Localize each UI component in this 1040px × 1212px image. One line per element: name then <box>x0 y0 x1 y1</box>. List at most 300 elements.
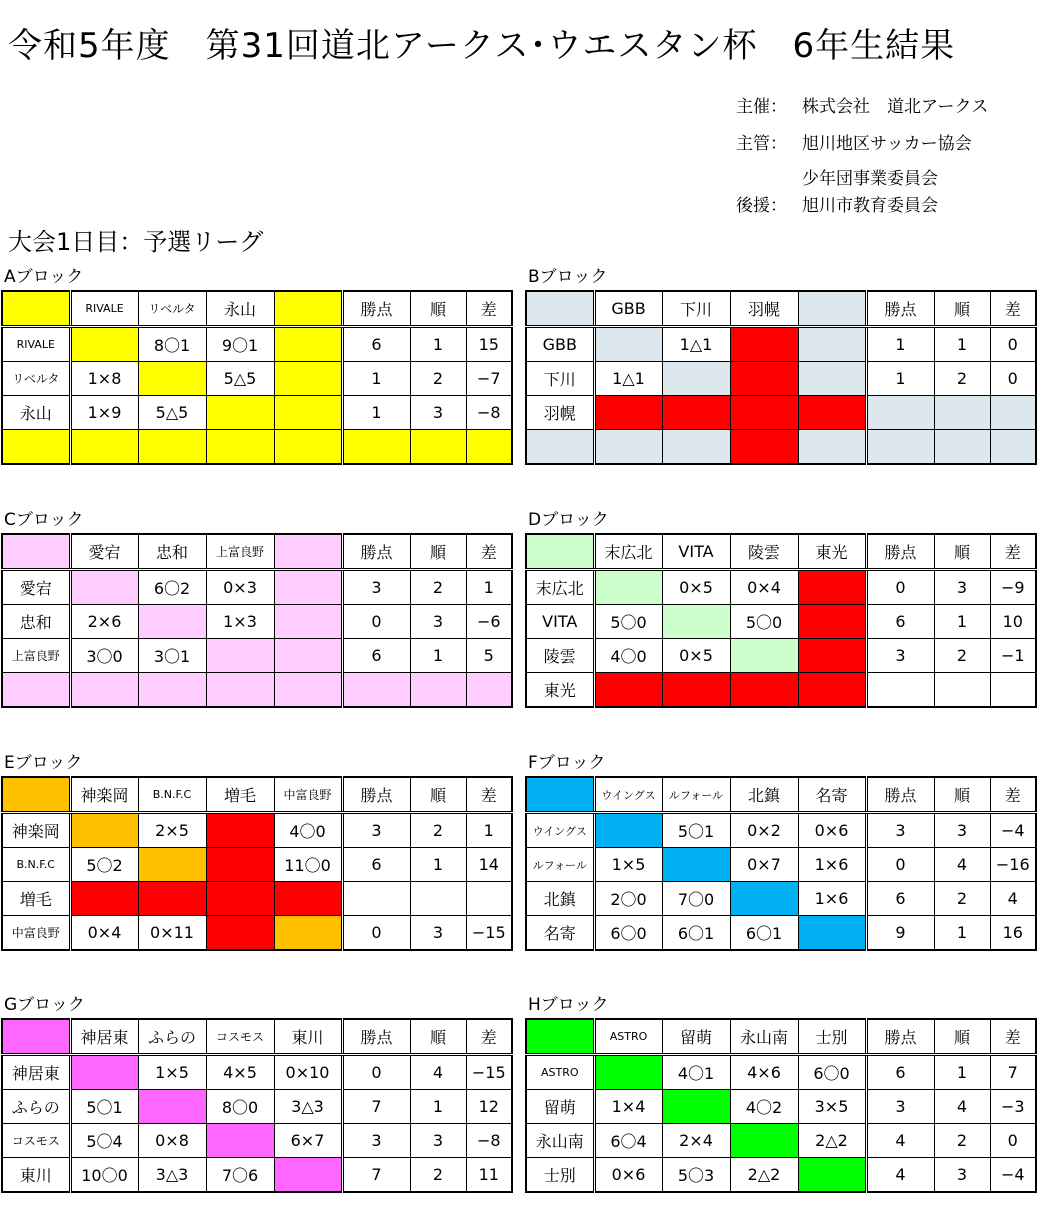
day-label: 大会1日目：予選リーグ <box>8 228 264 256</box>
score-cell: 3△3 <box>274 1090 342 1124</box>
points-cell: 3 <box>866 1090 934 1124</box>
team-header: 神居東 <box>70 1019 138 1055</box>
team-header: GBB <box>594 291 662 327</box>
score-cell <box>206 639 274 673</box>
points-cell: 0 <box>342 916 410 951</box>
score-cell <box>798 430 866 465</box>
row-team-name: VITA <box>526 605 594 639</box>
score-cell <box>206 396 274 430</box>
score-cell <box>798 396 866 430</box>
points-header: 勝点 <box>342 777 410 813</box>
diff-cell: −3 <box>990 1090 1036 1124</box>
points-cell: 1 <box>342 362 410 396</box>
table-row <box>526 1055 1036 1090</box>
points-cell: 6 <box>866 605 934 639</box>
score-cell: 11〇0 <box>274 848 342 882</box>
corner-cell <box>526 534 594 570</box>
score-cell <box>70 570 138 605</box>
points-cell <box>866 430 934 465</box>
score-cell <box>730 327 798 362</box>
points-cell: 4 <box>866 1124 934 1158</box>
rank-cell: 4 <box>934 848 990 882</box>
score-cell: 5〇1 <box>70 1090 138 1124</box>
score-cell <box>274 673 342 708</box>
points-header: 勝点 <box>866 777 934 813</box>
team-header: 陵雲 <box>730 534 798 570</box>
score-cell: 2△2 <box>730 1158 798 1193</box>
score-cell: 0×4 <box>730 570 798 605</box>
score-cell <box>798 1158 866 1193</box>
score-cell <box>274 639 342 673</box>
row-team-name: B.N.F.C <box>2 848 70 882</box>
points-cell: 6 <box>342 327 410 362</box>
score-cell <box>274 396 342 430</box>
team-header: 東川 <box>274 1019 342 1055</box>
score-cell: 8〇0 <box>206 1090 274 1124</box>
team-header: 名寄 <box>798 777 866 813</box>
rank-cell: 1 <box>934 327 990 362</box>
score-cell <box>70 882 138 916</box>
league-table <box>1 776 513 951</box>
team-header: RIVALE <box>70 291 138 327</box>
score-cell <box>274 362 342 396</box>
team-header: 愛宕 <box>70 534 138 570</box>
sponsor-value: 株式会社 道北アークス <box>802 97 989 117</box>
block-label: Bブロック <box>528 267 608 287</box>
table-row <box>526 1158 1036 1193</box>
rank-cell: 2 <box>934 1124 990 1158</box>
diff-cell: −6 <box>466 605 512 639</box>
table-row <box>2 1158 512 1193</box>
league-table <box>1 533 513 708</box>
score-cell: 6×7 <box>274 1124 342 1158</box>
team-header <box>274 291 342 327</box>
score-cell <box>798 673 866 708</box>
score-cell: 1×6 <box>798 848 866 882</box>
score-cell: 6〇1 <box>730 916 798 951</box>
score-cell <box>798 570 866 605</box>
score-cell <box>274 882 342 916</box>
block-label: Dブロック <box>528 510 609 530</box>
score-cell <box>138 882 206 916</box>
table-row <box>2 362 512 396</box>
sponsor-support <box>736 191 938 216</box>
league-table <box>525 776 1037 951</box>
league-table <box>525 290 1037 465</box>
score-cell: 5〇4 <box>70 1124 138 1158</box>
score-cell <box>206 673 274 708</box>
points-cell: 3 <box>342 813 410 848</box>
diff-cell: 5 <box>466 639 512 673</box>
team-header: コスモス <box>206 1019 274 1055</box>
score-cell: 1△1 <box>594 362 662 396</box>
team-header: VITA <box>662 534 730 570</box>
rank-header: 順 <box>410 534 466 570</box>
team-header <box>274 534 342 570</box>
diff-cell: 0 <box>990 327 1036 362</box>
score-cell: 0×3 <box>206 570 274 605</box>
row-team-name: コスモス <box>2 1124 70 1158</box>
header-row <box>2 1019 512 1055</box>
table-row <box>2 570 512 605</box>
score-cell <box>594 430 662 465</box>
table-row <box>526 430 1036 465</box>
score-cell <box>730 639 798 673</box>
score-cell: 3×5 <box>798 1090 866 1124</box>
score-cell: 5〇1 <box>662 813 730 848</box>
corner-cell <box>2 1019 70 1055</box>
diff-cell: 16 <box>990 916 1036 951</box>
row-team-name: 中富良野 <box>2 916 70 951</box>
block-label: Fブロック <box>528 753 606 773</box>
rank-cell: 2 <box>410 362 466 396</box>
points-cell: 4 <box>866 1158 934 1193</box>
rank-header: 順 <box>410 1019 466 1055</box>
table-row <box>2 882 512 916</box>
row-team-name: ウイングス <box>526 813 594 848</box>
team-header <box>798 291 866 327</box>
diff-header: 差 <box>466 534 512 570</box>
diff-cell: −8 <box>466 1124 512 1158</box>
score-cell: 1×4 <box>594 1090 662 1124</box>
team-header: 永山南 <box>730 1019 798 1055</box>
block-label: Eブロック <box>4 753 83 773</box>
diff-cell: 11 <box>466 1158 512 1193</box>
rank-header: 順 <box>410 291 466 327</box>
row-team-name <box>2 430 70 465</box>
points-cell <box>342 673 410 708</box>
score-cell: 2×5 <box>138 813 206 848</box>
score-cell: 0×4 <box>70 916 138 951</box>
league-table <box>525 1018 1037 1193</box>
score-cell: 1×9 <box>70 396 138 430</box>
score-cell <box>730 362 798 396</box>
row-team-name: 北鎮 <box>526 882 594 916</box>
score-cell: 4〇2 <box>730 1090 798 1124</box>
score-cell: 5〇0 <box>594 605 662 639</box>
table-row <box>526 639 1036 673</box>
score-cell: 2×6 <box>70 605 138 639</box>
score-cell <box>138 848 206 882</box>
corner-cell <box>2 291 70 327</box>
score-cell <box>798 916 866 951</box>
rank-cell: 1 <box>934 1055 990 1090</box>
score-cell: 4×6 <box>730 1055 798 1090</box>
rank-cell: 2 <box>934 639 990 673</box>
score-cell: 5〇0 <box>730 605 798 639</box>
score-cell <box>70 1055 138 1090</box>
score-cell <box>662 673 730 708</box>
diff-cell: 4 <box>990 882 1036 916</box>
row-team-name: GBB <box>526 327 594 362</box>
score-cell <box>662 605 730 639</box>
row-team-name: 神楽岡 <box>2 813 70 848</box>
points-cell: 9 <box>866 916 934 951</box>
row-team-name: 末広北 <box>526 570 594 605</box>
corner-cell <box>526 777 594 813</box>
score-cell: 0×2 <box>730 813 798 848</box>
row-team-name: 増毛 <box>2 882 70 916</box>
score-cell: 4〇0 <box>274 813 342 848</box>
score-cell: 0×5 <box>662 639 730 673</box>
points-cell: 6 <box>342 639 410 673</box>
header-row <box>2 291 512 327</box>
table-row <box>526 848 1036 882</box>
rank-cell <box>934 430 990 465</box>
score-cell <box>730 673 798 708</box>
score-cell <box>274 916 342 951</box>
score-cell <box>206 430 274 465</box>
table-row <box>526 362 1036 396</box>
points-cell: 1 <box>342 396 410 430</box>
rank-cell: 4 <box>410 1055 466 1090</box>
points-header: 勝点 <box>342 534 410 570</box>
score-cell: 1×5 <box>138 1055 206 1090</box>
score-cell: 6〇1 <box>662 916 730 951</box>
score-cell <box>138 1090 206 1124</box>
row-team-name: RIVALE <box>2 327 70 362</box>
sponsor-key: 主催： <box>736 97 787 117</box>
sponsor-organizer <box>736 92 988 117</box>
diff-cell: 15 <box>466 327 512 362</box>
diff-header: 差 <box>990 534 1036 570</box>
points-cell <box>342 430 410 465</box>
rank-header: 順 <box>934 777 990 813</box>
score-cell <box>594 570 662 605</box>
score-cell <box>274 570 342 605</box>
team-header: 中富良野 <box>274 777 342 813</box>
score-cell: 7〇0 <box>662 882 730 916</box>
score-cell <box>662 396 730 430</box>
rank-cell <box>410 430 466 465</box>
sponsor-value: 旭川地区サッカー協会 <box>802 134 972 154</box>
team-header: ルフォール <box>662 777 730 813</box>
team-header: リベルタ <box>138 291 206 327</box>
diff-cell: −4 <box>990 813 1036 848</box>
diff-cell: 1 <box>466 813 512 848</box>
score-cell: 2〇0 <box>594 882 662 916</box>
diff-cell: 10 <box>990 605 1036 639</box>
team-header: 留萌 <box>662 1019 730 1055</box>
rank-cell: 2 <box>934 362 990 396</box>
row-team-name: ルフォール <box>526 848 594 882</box>
rank-cell: 1 <box>934 916 990 951</box>
table-row <box>526 327 1036 362</box>
score-cell: 1×8 <box>70 362 138 396</box>
score-cell <box>274 430 342 465</box>
score-cell <box>70 673 138 708</box>
table-row <box>526 1090 1036 1124</box>
score-cell: 7〇6 <box>206 1158 274 1193</box>
team-header: ウイングス <box>594 777 662 813</box>
score-cell: 0×7 <box>730 848 798 882</box>
diff-cell: 12 <box>466 1090 512 1124</box>
rank-cell <box>410 882 466 916</box>
rank-cell: 1 <box>410 639 466 673</box>
points-cell: 1 <box>866 362 934 396</box>
rank-header: 順 <box>934 1019 990 1055</box>
points-header: 勝点 <box>342 291 410 327</box>
corner-cell <box>526 291 594 327</box>
score-cell: 0×8 <box>138 1124 206 1158</box>
diff-header: 差 <box>466 291 512 327</box>
points-cell: 3 <box>866 813 934 848</box>
points-cell: 3 <box>342 1124 410 1158</box>
team-header: 上富良野 <box>206 534 274 570</box>
diff-cell: −15 <box>466 1055 512 1090</box>
score-cell: 0×6 <box>594 1158 662 1193</box>
row-team-name: 名寄 <box>526 916 594 951</box>
table-row <box>2 396 512 430</box>
diff-header: 差 <box>466 1019 512 1055</box>
rank-cell <box>410 673 466 708</box>
table-row <box>526 396 1036 430</box>
score-cell: 4〇0 <box>594 639 662 673</box>
sponsor-key: 主管： <box>736 134 787 154</box>
score-cell: 8〇1 <box>138 327 206 362</box>
points-cell: 7 <box>342 1090 410 1124</box>
score-cell <box>206 848 274 882</box>
score-cell: 6〇2 <box>138 570 206 605</box>
header-row <box>526 534 1036 570</box>
row-team-name: 忠和 <box>2 605 70 639</box>
row-team-name: ふらの <box>2 1090 70 1124</box>
league-table <box>1 290 513 465</box>
score-cell: 0×5 <box>662 570 730 605</box>
points-cell: 3 <box>866 639 934 673</box>
team-header: 羽幌 <box>730 291 798 327</box>
points-cell: 0 <box>342 605 410 639</box>
score-cell <box>730 882 798 916</box>
points-cell <box>342 882 410 916</box>
score-cell: 3〇0 <box>70 639 138 673</box>
score-cell: 5〇3 <box>662 1158 730 1193</box>
points-header: 勝点 <box>866 534 934 570</box>
points-cell: 1 <box>866 327 934 362</box>
table-row <box>526 882 1036 916</box>
league-table <box>1 1018 513 1193</box>
diff-cell: −7 <box>466 362 512 396</box>
row-team-name: 下川 <box>526 362 594 396</box>
score-cell <box>662 362 730 396</box>
score-cell <box>70 327 138 362</box>
score-cell <box>594 1055 662 1090</box>
score-cell <box>662 848 730 882</box>
corner-cell <box>526 1019 594 1055</box>
score-cell: 5△5 <box>206 362 274 396</box>
table-row <box>526 813 1036 848</box>
score-cell: 0×10 <box>274 1055 342 1090</box>
score-cell <box>274 327 342 362</box>
points-header: 勝点 <box>866 291 934 327</box>
header-row <box>526 291 1036 327</box>
score-cell <box>138 362 206 396</box>
diff-header: 差 <box>990 1019 1036 1055</box>
corner-cell <box>2 777 70 813</box>
rank-cell: 3 <box>410 396 466 430</box>
score-cell <box>70 813 138 848</box>
table-row <box>2 1090 512 1124</box>
points-cell: 0 <box>866 570 934 605</box>
diff-cell: −4 <box>990 1158 1036 1193</box>
table-row <box>2 639 512 673</box>
row-team-name <box>2 673 70 708</box>
rank-cell: 2 <box>410 1158 466 1193</box>
team-header: 永山 <box>206 291 274 327</box>
rank-cell: 2 <box>934 882 990 916</box>
sponsor-manager-2 <box>736 164 938 189</box>
diff-cell: 14 <box>466 848 512 882</box>
score-cell <box>798 639 866 673</box>
score-cell: 4〇1 <box>662 1055 730 1090</box>
row-team-name: 羽幌 <box>526 396 594 430</box>
sponsor-key: 後援： <box>736 196 787 216</box>
score-cell <box>730 1124 798 1158</box>
score-cell: 3△3 <box>138 1158 206 1193</box>
score-cell <box>206 916 274 951</box>
score-cell <box>594 327 662 362</box>
rank-cell <box>934 396 990 430</box>
header-row <box>2 777 512 813</box>
table-row <box>2 673 512 708</box>
diff-cell <box>466 673 512 708</box>
table-row <box>2 1124 512 1158</box>
row-team-name: 陵雲 <box>526 639 594 673</box>
diff-header: 差 <box>466 777 512 813</box>
rank-cell: 3 <box>934 813 990 848</box>
points-cell: 6 <box>866 1055 934 1090</box>
rank-cell: 4 <box>934 1090 990 1124</box>
diff-cell: −8 <box>466 396 512 430</box>
score-cell: 2×4 <box>662 1124 730 1158</box>
row-team-name: 永山 <box>2 396 70 430</box>
rank-cell: 3 <box>934 570 990 605</box>
points-cell: 0 <box>866 848 934 882</box>
row-team-name: 上富良野 <box>2 639 70 673</box>
table-row <box>2 1055 512 1090</box>
league-table <box>525 533 1037 708</box>
score-cell <box>798 327 866 362</box>
table-row <box>2 327 512 362</box>
points-cell: 3 <box>342 570 410 605</box>
header-row <box>526 777 1036 813</box>
diff-cell: 7 <box>990 1055 1036 1090</box>
diff-cell: 0 <box>990 1124 1036 1158</box>
score-cell: 10〇0 <box>70 1158 138 1193</box>
score-cell <box>206 882 274 916</box>
team-header: ふらの <box>138 1019 206 1055</box>
score-cell <box>138 673 206 708</box>
row-team-name: 東光 <box>526 673 594 708</box>
score-cell: 0×11 <box>138 916 206 951</box>
team-header: 下川 <box>662 291 730 327</box>
rank-cell: 1 <box>410 848 466 882</box>
score-cell <box>594 396 662 430</box>
rank-cell: 2 <box>410 570 466 605</box>
score-cell <box>274 605 342 639</box>
row-team-name <box>526 430 594 465</box>
rank-cell: 1 <box>934 605 990 639</box>
rank-cell: 1 <box>410 327 466 362</box>
diff-cell <box>990 396 1036 430</box>
score-cell: 1×6 <box>798 882 866 916</box>
score-cell: 1×3 <box>206 605 274 639</box>
diff-cell <box>466 430 512 465</box>
diff-cell: −16 <box>990 848 1036 882</box>
score-cell: 6〇0 <box>594 916 662 951</box>
table-row <box>2 813 512 848</box>
team-header: 忠和 <box>138 534 206 570</box>
